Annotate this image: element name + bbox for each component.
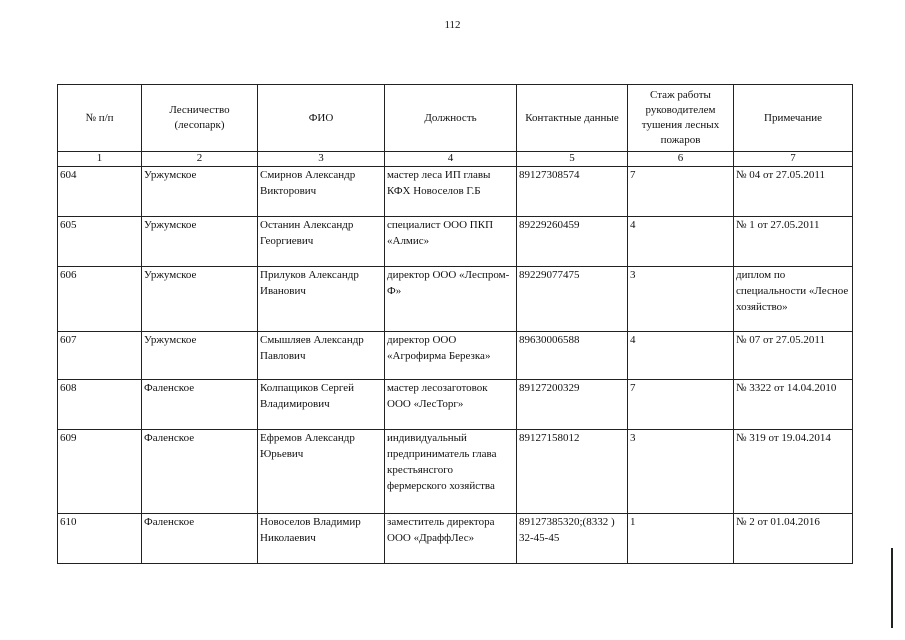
forestry-cell: Уржумское [142,267,258,332]
position-cell: заместитель директора ООО «ДраффЛес» [385,514,517,564]
column-number: 1 [58,152,142,167]
experience-cell: 3 [628,267,734,332]
fio-cell: Останин Александр Георгиевич [258,217,385,267]
fio-cell: Колпащиков Сергей Владимирович [258,380,385,430]
column-header: Примечание [734,85,853,152]
contacts-cell: 89127385320;(8332 ) 32-45-45 [517,514,628,564]
forestry-cell: Фаленское [142,514,258,564]
table-header-row [58,85,853,152]
table-row [58,430,853,514]
note-cell: № 07 от 27.05.2011 [734,332,853,380]
row-number-cell: 609 [58,430,142,514]
forestry-cell: Фаленское [142,430,258,514]
fio-cell: Ефремов Александр Юрьевич [258,430,385,514]
column-header: Лесничество (лесопарк) [142,85,258,152]
position-cell: директор ООО «Леспром-Ф» [385,267,517,332]
column-number: 7 [734,152,853,167]
contacts-cell: 89127308574 [517,167,628,217]
contacts-cell: 89229260459 [517,217,628,267]
row-number-cell: 607 [58,332,142,380]
table-row [58,167,853,217]
experience-cell: 1 [628,514,734,564]
fio-cell: Новоселов Владимир Николаевич [258,514,385,564]
experience-cell: 7 [628,380,734,430]
row-number-cell: 605 [58,217,142,267]
note-cell: диплом по специальности «Лесное хозяйство» [734,267,853,332]
note-cell: № 04 от 27.05.2011 [734,167,853,217]
column-number: 2 [142,152,258,167]
forestry-cell: Фаленское [142,380,258,430]
column-number: 5 [517,152,628,167]
position-cell: мастер лесозаготовок ООО «ЛесТорг» [385,380,517,430]
column-header: Стаж работы руководителем тушения лесных пожаров [628,85,734,152]
column-header: ФИО [258,85,385,152]
table-row [58,332,853,380]
position-cell: специалист ООО ПКП «Алмис» [385,217,517,267]
position-cell: директор ООО «Агрофирма Березка» [385,332,517,380]
row-number-cell: 604 [58,167,142,217]
contacts-cell: 89630006588 [517,332,628,380]
column-number: 6 [628,152,734,167]
fio-cell: Прилуков Александр Иванович [258,267,385,332]
table-row [58,217,853,267]
table-row [58,267,853,332]
note-cell: № 3322 от 14.04.2010 [734,380,853,430]
page-number: 112 [444,19,461,31]
note-cell: № 2 от 01.04.2016 [734,514,853,564]
column-header: № п/п [58,85,142,152]
row-number-cell: 608 [58,380,142,430]
fio-cell: Смышляев Александр Павлович [258,332,385,380]
column-number: 4 [385,152,517,167]
scan-edge-line [891,548,893,628]
table-row [58,514,853,564]
experience-cell: 3 [628,430,734,514]
contacts-cell: 89127200329 [517,380,628,430]
forestry-cell: Уржумское [142,217,258,267]
position-cell: мастер леса ИП главы КФХ Новоселов Г.Б [385,167,517,217]
note-cell: № 1 от 27.05.2011 [734,217,853,267]
column-number: 3 [258,152,385,167]
note-cell: № 319 от 19.04.2014 [734,430,853,514]
row-number-cell: 610 [58,514,142,564]
table-row [58,380,853,430]
experience-cell: 4 [628,217,734,267]
forestry-cell: Уржумское [142,167,258,217]
contacts-cell: 89127158012 [517,430,628,514]
contacts-cell: 89229077475 [517,267,628,332]
row-number-cell: 606 [58,267,142,332]
column-header: Контактные данные [517,85,628,152]
forestry-cell: Уржумское [142,332,258,380]
column-number-row [58,152,853,167]
experience-cell: 7 [628,167,734,217]
fio-cell: Смирнов Александр Викторович [258,167,385,217]
column-header: Должность [385,85,517,152]
position-cell: индивидуальный предприниматель глава крестьянсгого фермерского хозяйства [385,430,517,514]
experience-cell: 4 [628,332,734,380]
personnel-table [57,84,853,564]
